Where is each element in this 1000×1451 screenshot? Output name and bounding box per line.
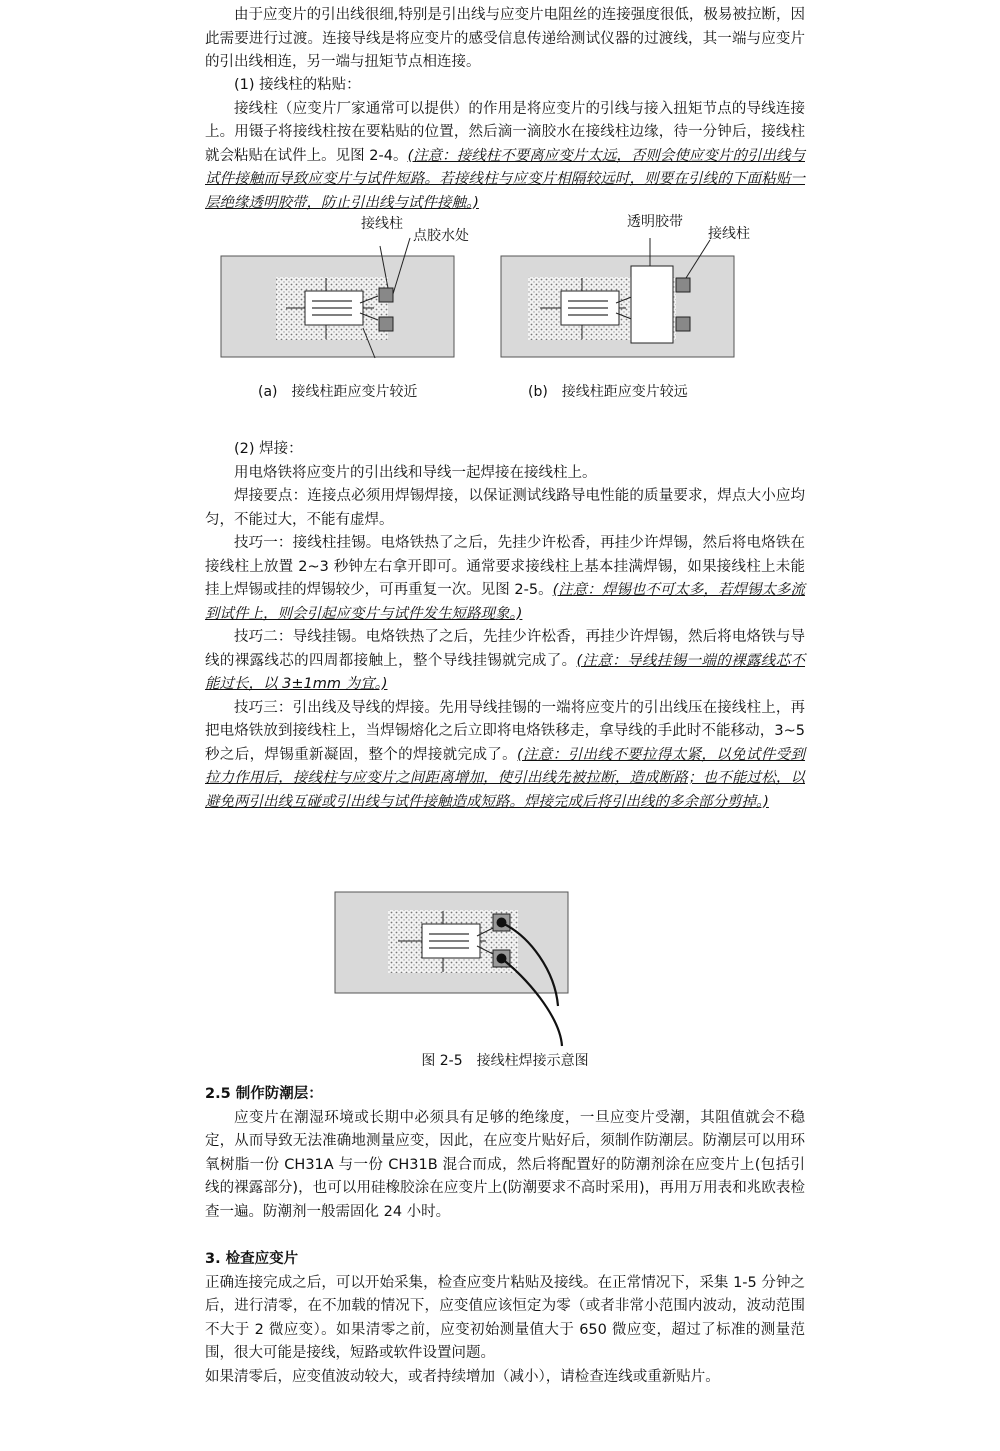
step1-body-text: 接线柱（应变片厂家通常可以提供）的作用是将应变片的引线与接入扭矩节点的导线连接上。用镊子将接线柱按在要粘贴的位置，然后滴一滴胶水在接线柱边缘，待一分钟后，接线柱就会粘贴在试件上。见图 2-4。 xyxy=(205,100,805,164)
figure-2-4b xyxy=(501,213,750,400)
section-2-5-heading: 2.5 制作防潮层： xyxy=(205,1086,323,1102)
step1-section xyxy=(205,74,805,215)
tip2-note: (注意：导线挂锡一端的裸露线芯不能过长，以 3±1mm 为宜。) xyxy=(205,652,806,692)
figure-2-4a xyxy=(221,215,469,400)
tip2-text: 技巧二：导线挂锡。电烙铁热了之后，先挂少许松香，再挂少许焊锡，然后将电烙铁与导线的裸露线芯的四周都接触上，整个导线挂锡就完成了。 xyxy=(205,629,805,669)
step1-note: (注意：接线柱不要离应变片太远，否则会使应变片的引出线与试件接触而导致应变片与试件短路。若接线柱与应变片相隔较远时，则要在引线的下面粘贴一层绝缘透明胶带，防止引出线与试件接触。) xyxy=(205,147,805,211)
tip2-paragraph xyxy=(205,626,805,697)
label-terminal-b: 接线柱 xyxy=(708,226,750,242)
step2-line1: 用电烙铁将应变片的引出线和导线一起焊接在接线柱上。 xyxy=(234,464,597,481)
fig25-caption-wrap xyxy=(205,1050,805,1074)
step1-body xyxy=(205,98,805,216)
label-tape-b: 透明胶带 xyxy=(627,214,683,230)
tip3-text: 技巧三：引出线及导线的焊接。先用导线挂锡的一端将应变片的引出线压在接线柱上，再把电烙铁放到接线柱上，当焊锡熔化之后立即将电烙铁移走，拿导线的手此时不能移动，3~5 秒之后，焊锡重新凝固，整个的焊接就完成了。 xyxy=(205,699,805,763)
figure-2-5 xyxy=(330,886,590,1076)
caption-2-4b: (b) 接线柱距应变片较远 xyxy=(528,384,688,400)
label-glue-a: 点胶水处 xyxy=(413,228,469,244)
tip3-note: (注意：引出线不要拉得太紧，以免试件受到拉力作用后，接线柱与应变片之间距离增加，使引出线先被拉断，造成断路；也不能过松，以避免两引出线互碰或引出线与试件接触造成短路。焊接完成后将引出线的多余部分剪掉。) xyxy=(205,746,806,810)
section-2-5 xyxy=(205,1083,805,1224)
intro-paragraph: 由于应变片的引出线很细,特别是引出线与应变片电阻丝的连接强度很低，极易被拉断，因此需要进行过渡。连接导线是将应变片的感受信息传递给测试仪器的过渡线，其一端与应变片的引出线相连，另一端与扭矩节点相连接。 xyxy=(205,7,805,70)
step1-heading: (1) 接线柱的粘贴： xyxy=(234,77,361,93)
intro-section xyxy=(205,4,805,75)
tip3-paragraph xyxy=(205,697,805,815)
caption-2-5: 图 2-5 接线柱焊接示意图 xyxy=(421,1053,589,1069)
section-3 xyxy=(205,1248,805,1389)
section-3-body1: 正确连接完成之后，可以开始采集，检查应变片粘贴及接线。在正常情况下，采集 1-5 分钟之后，进行清零，在不加载的情况下，应变值应该恒定为零（或者非常小范围内波动，波动范围不大于 2 微应变）。如果清零之前，应变初始测量值大于 650 微应变，超过了标准的测量范围，很大可能是接线，短路或软件设置问题。 xyxy=(205,1274,805,1361)
tip1-note: (注意：焊锡也不可太多，若焊锡太多流到试件上，则会引起应变片与试件发生短路现象。) xyxy=(205,582,806,622)
tip1-paragraph xyxy=(205,532,805,626)
step2-heading: (2) 焊接： xyxy=(234,441,303,457)
step2-section xyxy=(205,438,805,814)
label-terminal-a: 接线柱 xyxy=(361,216,403,232)
section-3-heading: 3. 检查应变片 xyxy=(205,1251,299,1267)
tip1-text: 技巧一：接线柱挂锡。电烙铁热了之后，先挂少许松香，再挂少许焊锡，然后将电烙铁在接线柱上放置 2~3 秒钟左右拿开即可。通常要求接线柱上基本挂满焊锡，如果接线柱上未能挂上焊锡或挂的焊锡较少，可再重复一次。见图 2-5。 xyxy=(205,535,805,598)
caption-2-4a: (a) 接线柱距应变片较近 xyxy=(258,384,418,400)
figure-2-4 xyxy=(210,208,770,408)
section-3-body2: 如果清零后，应变值波动较大，或者持续增加（减小），请检查连线或重新贴片。 xyxy=(205,1368,720,1385)
step2-points: 焊接要点：连接点必须用焊锡焊接，以保证测试线路导电性能的质量要求，焊点大小应均匀，不能过大，不能有虚焊。 xyxy=(205,488,805,528)
section-2-5-body: 应变片在潮湿环境或长期中必须具有足够的绝缘度，一旦应变片受潮，其阻值就会不稳定，从而导致无法准确地测量应变，因此，在应变片贴好后，须制作防潮层。防潮层可以用环氧树脂一份 CH31A 与一份 CH31B 混合而成，然后将配置好的防潮剂涂在应变片上(包括引线的裸露部分)，也可以用硅橡胶涂在应变片上(防潮要求不高时采用)，再用万用表和兆欧表检查一遍。防潮剂一般需固化 24 小时。 xyxy=(205,1109,805,1220)
